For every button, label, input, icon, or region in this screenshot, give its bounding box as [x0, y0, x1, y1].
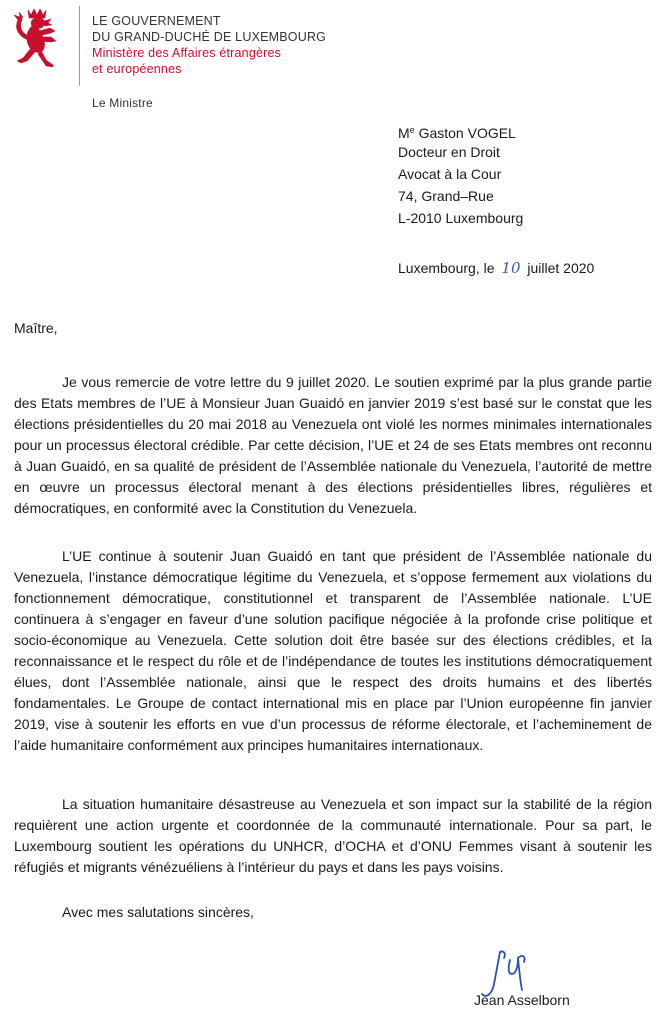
letterhead-divider — [79, 6, 80, 86]
addressee-line-3: Avocat à la Cour — [398, 166, 502, 182]
government-line-1: LE GOUVERNEMENT — [92, 14, 221, 28]
signer-name: Jean Asselborn — [474, 992, 570, 1008]
date-day-handwritten: 10 — [501, 259, 521, 277]
addressee-title-sup: e — [409, 125, 415, 135]
addressee-title: M — [398, 125, 410, 141]
closing-formula: Avec mes salutations sincères, — [62, 904, 254, 920]
addressee-line-2: Docteur en Droit — [398, 144, 500, 160]
body-paragraph-1: Je vous remercie de votre lettre du 9 juillet 2020. Le soutien exprimé par la plus grande partie des Etats membres de l’UE à Monsieur Juan Guaidó en janvier 2019 s’est basé sur le constat que les élections présidentielles du 20 mai 2018 au Venezuela ont violé les normes minimales internationales pour un processus électoral crédible. Par cette décision, l’UE et 24 de ses Etats membres ont reconnu à Juan Guaidó, en sa qualité de président de l’Assemblée nationale du Venezuela, l’autorité de mettre en œuvre un processus électoral menant à des élections présidentielles libres, régulières et démocratiques, en conformité avec la Constitution du Venezuela. — [14, 374, 652, 516]
addressee-line-5: L-2010 Luxembourg — [398, 210, 524, 226]
addressee-line-4: 74, Grand–Rue — [398, 188, 494, 204]
date-suffix: juillet 2020 — [527, 260, 595, 276]
lion-coat-of-arms-icon — [8, 6, 66, 72]
date-prefix: Luxembourg, le — [398, 260, 495, 276]
sender-role: Le Ministre — [92, 96, 153, 110]
addressee-name: Gaston VOGEL — [418, 125, 516, 141]
salutation: Maître, — [14, 320, 58, 336]
addressee-name-line — [398, 120, 516, 143]
body-paragraph-3: La situation humanitaire désastreuse au Venezuela et son impact sur la stabilité de la région requièrent une action urgente et coordonnée de la communauté internationale. Pour sa part, le Luxembourg soutient les opérations du UNHCR, d’OCHA et d’ONU Femmes visant à soutenir les réfugiés et migrants vénézuéliens à l’intérieur du pays et dans les pays voisins. — [14, 796, 652, 875]
ministry-line-2: et européennes — [92, 62, 182, 76]
letter-date — [398, 258, 594, 278]
body-paragraph-2: L’UE continue à soutenir Juan Guaidó en tant que président de l’Assemblée nationale du Venezuela, l’instance démocratique légitime du Venezuela, et s’oppose fermement aux violations du fonctionnement démocratique, constitutionnel et transparent de l’Assemblée nationale. L’UE continuera à s’engager en faveur d’une solution pacifique négociée à la profonde crise politique et socio-économique au Venezuela. Cette solution doit être basée sur des élections crédibles, et la reconnaissance et le respect du rôle et de l’indépendance de toutes les institutions démocratiquement élues, dont l’Assemblée nationale, ainsi que le respect des droits humains et des libertés fondamentales. Le Groupe de contact international mis en place par l’Union européenne fin janvier 2019, vise à soutenir les efforts en vue d’un processus de réforme électorale, et l’acheminement de l’aide humanitaire conformément aux principes humanitaires internationaux. — [14, 548, 652, 753]
ministry-line-1: Ministère des Affaires étrangères — [92, 46, 282, 60]
government-line-2: DU GRAND-DUCHÉ DE LUXEMBOURG — [92, 30, 327, 44]
